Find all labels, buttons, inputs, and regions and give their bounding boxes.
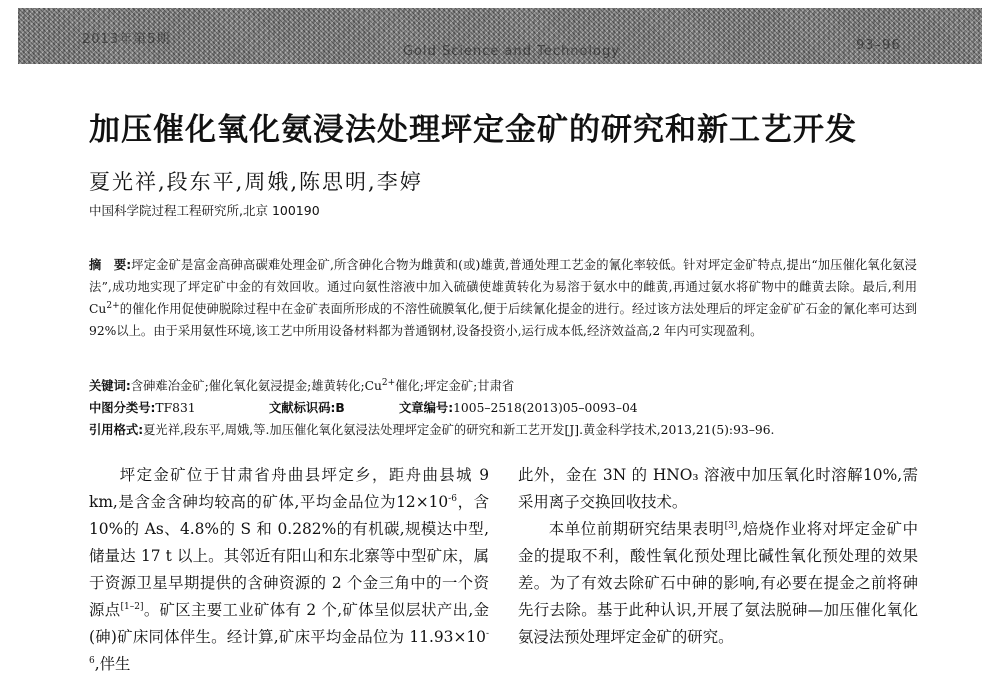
clc-label: 中图分类号: bbox=[89, 401, 156, 415]
body-text: ,焙烧作业将对坪定金矿中金的提取不利，酸性氧化预处理比碱性氧化预处理的效果差。为了有效去除矿石中砷的影响,有必要在提金之前将砷先行去除。基于此种认识,开展了氨法脱砷—加压催化氧化氨浸法预处理坪定金矿的研究。 bbox=[518, 520, 918, 646]
citation-ref: [3] bbox=[724, 520, 738, 531]
body-column-right bbox=[518, 462, 918, 651]
keywords-text-1: 含砷难冶金矿;催化氧化氨浸提金;雄黄转化;Cu bbox=[130, 379, 382, 393]
abstract-label: 摘 要: bbox=[89, 258, 132, 272]
body-text: ,伴生 bbox=[94, 655, 131, 673]
doc-code-value: B bbox=[335, 401, 345, 415]
citation-text: 夏光祥,段东平,周娥,等.加压催化氧化氨浸法处理坪定金矿的研究和新工艺开发[J].黄金科学技术,2013,21(5):93–96. bbox=[143, 423, 775, 437]
paper-authors: 夏光祥,段东平,周娥,陈思明,李婷 bbox=[89, 170, 423, 194]
article-number-value: 1005–2518(2013)05–0093–04 bbox=[453, 401, 638, 415]
body-text: 本单位前期研究结果表明 bbox=[548, 520, 725, 538]
header-issue-text: 2013年第5期 bbox=[82, 32, 171, 47]
body-paragraph bbox=[89, 462, 489, 678]
abstract bbox=[89, 254, 917, 342]
doc-code-label: 文献标识码: bbox=[269, 401, 336, 415]
header-journal-name: Gold Science and Technology bbox=[403, 44, 620, 59]
body-paragraph: 此外，金在 3N 的 HNO₃ 溶液中加压氧化时溶解10%,需采用离子交换回收技术。 bbox=[518, 466, 918, 511]
body-text: ，含 10%的 As、4.8%的 S 和 0.282%的有机碳,规模达中型,储量达 17 t 以上。其邻近有阳山和东北寨等中型矿床，属于资源卫星早期提供的含砷资源的 2 个金三角中的一个资源点 bbox=[89, 493, 489, 619]
classification-line bbox=[89, 398, 638, 416]
keywords-label: 关键词: bbox=[89, 379, 131, 393]
journal-header-banner bbox=[18, 8, 982, 64]
article-number-label: 文章编号: bbox=[399, 401, 454, 415]
abstract-text-1: 坪定金矿是富金高砷高碳难处理金矿,所含砷化合物为雌黄和(或)雄黄,普通处理工艺金的氰化率较低。针对坪定金矿特点,提出“加压催化氧化氨浸法”,成功地实现了坪定矿中金的有效回收。通过向氨性溶液中加入硫磺使雄黄转化为易溶于氨水中的雌黄,再通过氨水将矿物中的雌黄去除。最后,利用 Cu bbox=[89, 258, 917, 316]
header-page-range: 93–96 bbox=[856, 38, 901, 53]
abstract-superscript: 2+ bbox=[106, 300, 120, 311]
body-text: 坪定金矿位于甘肃省舟曲县坪定乡，距舟曲县城 9 km,是含金含砷均较高的矿体,平均金品位为12×10 bbox=[89, 466, 489, 511]
body-superscript: -6 bbox=[89, 628, 489, 666]
citation-label: 引用格式: bbox=[89, 423, 144, 437]
citation-ref: [1–2] bbox=[120, 601, 144, 612]
keywords-line bbox=[89, 376, 514, 394]
citation-line bbox=[89, 420, 774, 438]
body-paragraph bbox=[518, 516, 918, 651]
keywords-superscript: 2+ bbox=[381, 377, 396, 388]
clc-value: TF831 bbox=[155, 401, 196, 415]
body-superscript: -6 bbox=[448, 493, 457, 504]
body-column-left bbox=[89, 462, 489, 678]
paper-affiliation: 中国科学院过程工程研究所,北京 100190 bbox=[89, 203, 320, 218]
abstract-text-2: 的催化作用促使砷脱除过程中在金矿表面所形成的不溶性硫膜氧化,便于后续氰化提金的进行。经过该方法处理后的坪定金矿矿石金的氰化率可达到 92%以上。由于采用氨性环境,该工艺中所用设备材料都为普通钢材,设备投资小,运行成本低,经济效益高,2 年内可实现盈利。 bbox=[89, 302, 917, 338]
keywords-text-2: 催化;坪定金矿;甘肃省 bbox=[395, 379, 515, 393]
body-text: 。矿区主要工业矿体有 2 个,矿体呈似层状产出,金(砷)矿床同体伴生。经计算,矿床平均金品位为 11.93×10 bbox=[89, 601, 489, 646]
paper-title: 加压催化氧化氨浸法处理坪定金矿的研究和新工艺开发 bbox=[89, 112, 857, 148]
